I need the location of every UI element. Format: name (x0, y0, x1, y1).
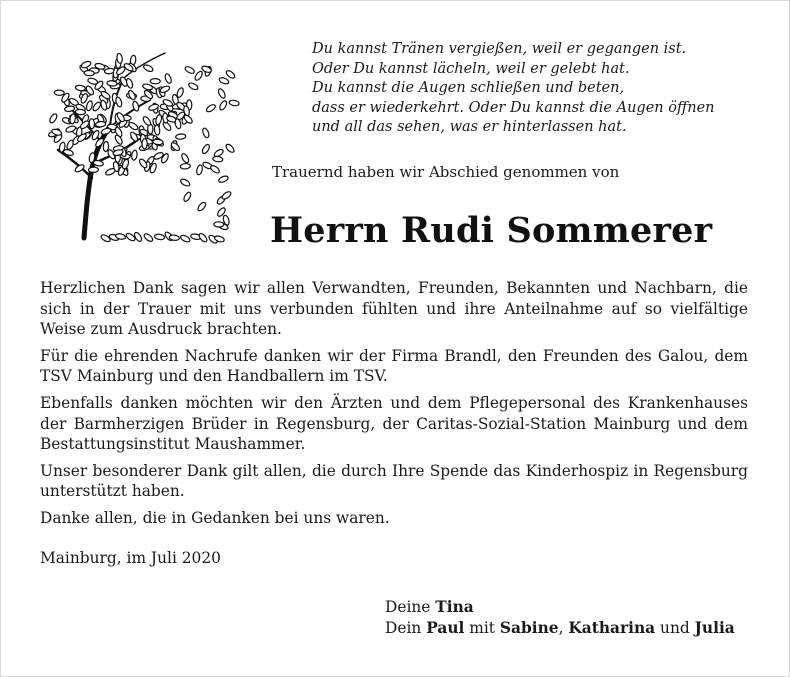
signature-text: und (660, 619, 690, 637)
paragraph: Danke allen, die in Gedanken bei uns waren. (40, 508, 390, 527)
signature-text: , (558, 619, 564, 637)
paragraph: Herzlichen Dank sagen wir allen Verwandten, Freunden, Bekannten und Nachbarn, die sich in der Trauer mit uns verbunden fühlten und ihre Anteilnahme auf so vielfältige Weise zum Ausdruck brachten. (40, 279, 748, 339)
poem-line: Oder Du kannst lächeln, weil er gelebt hat. (312, 60, 630, 77)
signature-name: Tina (435, 598, 474, 616)
deceased-name: Herrn Rudi Sommerer (270, 210, 713, 251)
poem-line: und all das sehen, was er hinterlassen hat. (312, 119, 627, 136)
intro-text: Trauernd haben wir Abschied genommen von (272, 163, 620, 181)
paragraph: Ebenfalls danken möchten wir den Ärzten und dem Pflegepersonal des Krankenhauses der Barmherzigen Brüder in Regensburg, der Caritas-Sozial-Station Mainburg und dem Bestattungsinstitut Maushammer. (40, 393, 748, 454)
poem-line: Du kannst Tränen vergießen, weil er gegangen ist. (312, 41, 687, 57)
poem-line: dass er wiederkehrt. Oder Du kannst die Augen öffnen (312, 99, 715, 116)
poem-line: Du kannst die Augen schließen und beten, (312, 80, 625, 97)
signature-name: Paul (426, 619, 465, 637)
signature-name: Sabine (499, 619, 559, 637)
signature-text: mit (469, 619, 495, 637)
signature-line-2 (385, 618, 735, 639)
signature-name: Katharina (568, 619, 656, 637)
signature-text: Deine (385, 598, 431, 616)
windblown-tree-icon (40, 38, 240, 248)
signature-name: Julia (694, 619, 735, 637)
paragraph: Unser besonderer Dank gilt allen, die durch Ihre Spende das Kinderhospiz in Regensburg unterstützt haben. (40, 461, 748, 501)
signature-line-1 (385, 597, 735, 618)
paragraph: Für die ehrenden Nachrufe danken wir der Firma Brandl, den Freunden des Galou, dem TSV Mainburg und den Handballern im TSV. (40, 346, 748, 386)
signature (385, 597, 735, 639)
poem (312, 40, 772, 138)
place-date: Mainburg, im Juli 2020 (40, 549, 221, 567)
signature-text: Dein (385, 619, 422, 637)
thanks-text (40, 278, 748, 535)
